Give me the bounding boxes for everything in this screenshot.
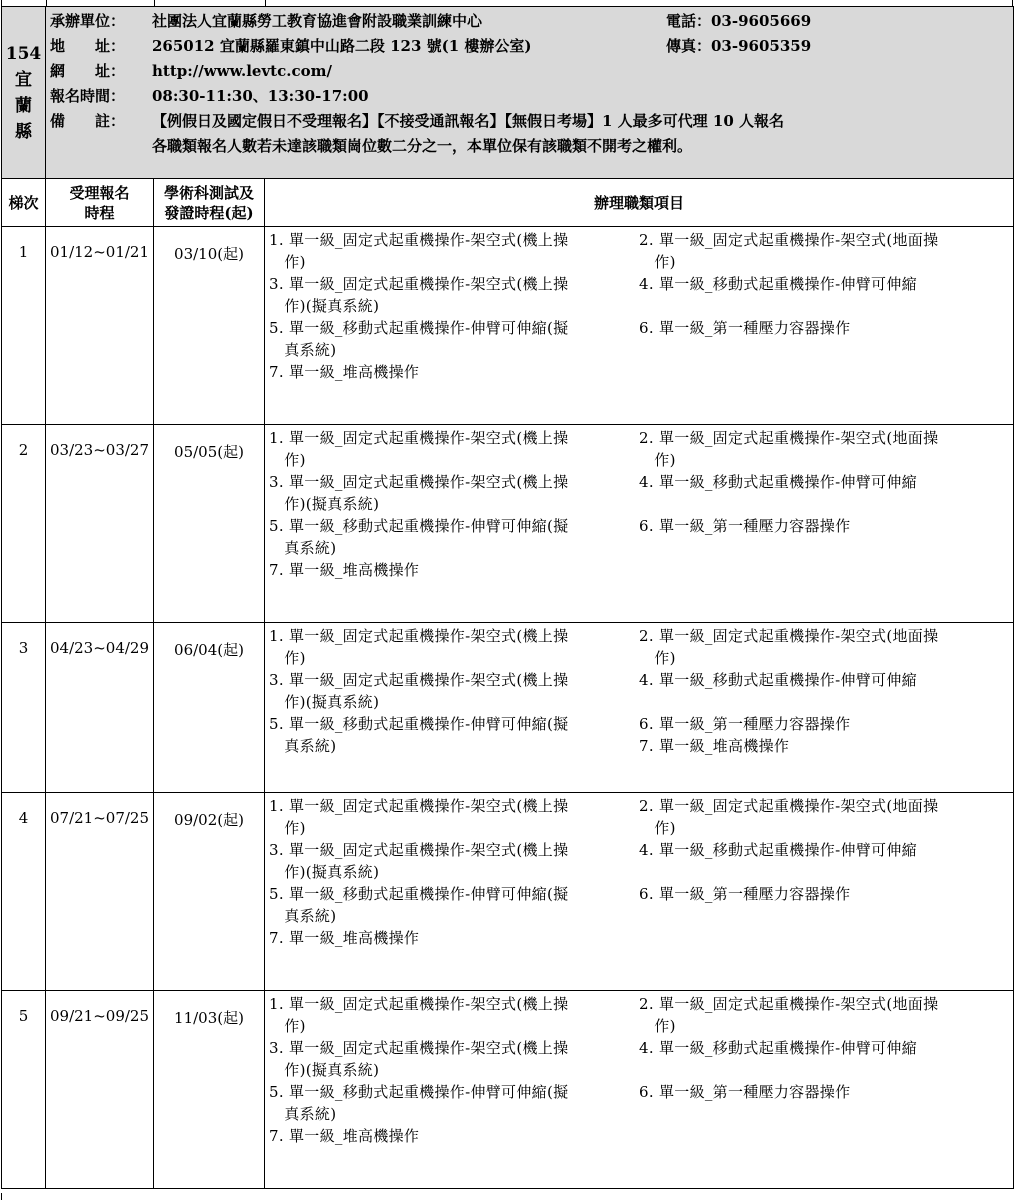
job-item-line: 4. 單一級_移動式起重機操作-伸臂可伸縮 <box>639 275 917 293</box>
fax-number: 傳真：03-9605359 <box>666 37 812 55</box>
table-row <box>2 991 1014 1189</box>
job-item <box>269 1081 639 1125</box>
header-registration <box>46 179 154 227</box>
job-item-line: 1. 單一級_固定式起重機操作-架空式(機上操 <box>269 627 569 645</box>
note-line-2: 各職類報名人數若未達該職類崗位數二分之一，本單位保有該職類不開考之權利。 <box>152 137 693 155</box>
job-item <box>639 471 1009 515</box>
center-info-cell <box>46 7 1014 179</box>
test-date: 03/10(起) <box>154 227 265 425</box>
county-char-3: 縣 <box>15 121 32 142</box>
table-row <box>2 793 1014 991</box>
job-item-line: 5. 單一級_移動式起重機操作-伸臂可伸縮(擬 <box>269 319 569 337</box>
registration-period: 04/23~04/29 <box>46 623 154 793</box>
header-test <box>154 179 265 227</box>
job-item <box>269 795 639 839</box>
job-item <box>639 1037 1009 1081</box>
center-info-row <box>2 7 1014 179</box>
job-item <box>639 993 1009 1037</box>
job-item <box>639 1081 1009 1125</box>
round-number: 3 <box>2 623 46 793</box>
test-date: 06/04(起) <box>154 623 265 793</box>
job-item <box>269 713 639 757</box>
address-value: 265012 宜蘭縣羅東鎮中山路二段 123 號(1 樓辦公室) <box>152 37 532 55</box>
job-item-line: 真系統) <box>269 539 337 557</box>
phone-number: 電話：03-9605669 <box>666 12 812 30</box>
job-item <box>269 993 639 1037</box>
job-item-line: 6. 單一級_第一種壓力容器操作 <box>639 517 851 535</box>
hours-label: 報名時間： <box>50 87 126 105</box>
job-item-line: 5. 單一級_移動式起重機操作-伸臂可伸縮(擬 <box>269 1083 569 1101</box>
table-row <box>2 623 1014 793</box>
job-item <box>269 883 639 927</box>
header-test-line-2: 發證時程(起) <box>164 203 254 222</box>
job-items-cell <box>265 991 1014 1189</box>
job-item-line: 作) <box>639 649 676 667</box>
job-items-cell <box>265 623 1014 793</box>
job-item <box>269 839 639 883</box>
job-item-line: 3. 單一級_固定式起重機操作-架空式(機上操 <box>269 671 569 689</box>
job-item <box>269 515 639 559</box>
job-item <box>639 839 1009 883</box>
job-item <box>269 669 639 713</box>
job-item-line: 作)(擬真系統) <box>269 863 380 881</box>
job-item <box>639 427 1009 471</box>
job-item-line: 4. 單一級_移動式起重機操作-伸臂可伸縮 <box>639 671 917 689</box>
job-items-cell <box>265 793 1014 991</box>
test-date: 09/02(起) <box>154 793 265 991</box>
county-char-1: 宜 <box>15 69 32 90</box>
job-item <box>269 361 639 383</box>
round-number: 4 <box>2 793 46 991</box>
job-item-line: 5. 單一級_移動式起重機操作-伸臂可伸縮(擬 <box>269 517 569 535</box>
round-number: 1 <box>2 227 46 425</box>
job-item-line: 6. 單一級_第一種壓力容器操作 <box>639 715 851 733</box>
job-item-line: 1. 單一級_固定式起重機操作-架空式(機上操 <box>269 995 569 1013</box>
job-item-line: 1. 單一級_固定式起重機操作-架空式(機上操 <box>269 797 569 815</box>
exam-schedule-table <box>1 6 1014 1189</box>
header-registration-line-2: 時程 <box>84 203 115 222</box>
job-item-line: 5. 單一級_移動式起重機操作-伸臂可伸縮(擬 <box>269 885 569 903</box>
county-char-2: 蘭 <box>15 95 32 116</box>
job-item-line: 作) <box>269 253 306 271</box>
job-items-cell <box>265 227 1014 425</box>
job-item-line: 2. 單一級_固定式起重機操作-架空式(地面操 <box>639 231 939 249</box>
job-item-line: 1. 單一級_固定式起重機操作-架空式(機上操 <box>269 429 569 447</box>
job-item-line: 作) <box>639 1017 676 1035</box>
job-item-line: 4. 單一級_移動式起重機操作-伸臂可伸縮 <box>639 841 917 859</box>
job-item-line: 6. 單一級_第一種壓力容器操作 <box>639 1083 851 1101</box>
job-item <box>269 1125 639 1147</box>
job-item <box>269 427 639 471</box>
job-item-line: 真系統) <box>269 1105 337 1123</box>
job-item-line: 作) <box>639 819 676 837</box>
address-label: 地 址： <box>50 37 126 55</box>
website-link[interactable]: http://www.levtc.com/ <box>152 62 332 80</box>
job-item <box>269 273 639 317</box>
job-item <box>639 625 1009 669</box>
registration-period: 09/21~09/25 <box>46 991 154 1189</box>
job-item-line: 作) <box>639 451 676 469</box>
job-item <box>639 713 1009 757</box>
job-item-line: 3. 單一級_固定式起重機操作-架空式(機上操 <box>269 1039 569 1057</box>
job-item-line: 3. 單一級_固定式起重機操作-架空式(機上操 <box>269 841 569 859</box>
job-item <box>269 317 639 361</box>
job-item-line: 3. 單一級_固定式起重機操作-架空式(機上操 <box>269 473 569 491</box>
job-item <box>269 1037 639 1081</box>
job-item-line: 2. 單一級_固定式起重機操作-架空式(地面操 <box>639 995 939 1013</box>
job-item-line: 作) <box>269 819 306 837</box>
job-item-line: 2. 單一級_固定式起重機操作-架空式(地面操 <box>639 429 939 447</box>
note-label: 備 註： <box>50 112 126 130</box>
job-item <box>639 795 1009 839</box>
header-items: 辦理職類項目 <box>265 179 1014 227</box>
organizer-name: 社團法人宜蘭縣勞工教育協進會附設職業訓練中心 <box>152 12 483 30</box>
job-item <box>639 229 1009 273</box>
note-line-1: 【例假日及國定假日不受理報名】【不接受通訊報名】【無假日考場】1 人最多可代理 10 人報名 <box>152 112 784 130</box>
table-row <box>2 425 1014 623</box>
county-number: 154 <box>5 43 42 64</box>
job-item-line: 1. 單一級_固定式起重機操作-架空式(機上操 <box>269 231 569 249</box>
job-item-line: 真系統) <box>269 907 337 925</box>
job-item <box>269 471 639 515</box>
header-registration-line-1: 受理報名 <box>69 183 130 202</box>
hours-value: 08:30-11:30、13:30-17:00 <box>152 87 369 105</box>
registration-period: 07/21~07/25 <box>46 793 154 991</box>
organizer-label: 承辦單位： <box>50 12 126 30</box>
job-item-line: 作) <box>269 649 306 667</box>
job-item-line: 作)(擬真系統) <box>269 693 380 711</box>
job-item-line: 作)(擬真系統) <box>269 495 380 513</box>
job-item <box>639 273 1009 317</box>
job-item-line: 3. 單一級_固定式起重機操作-架空式(機上操 <box>269 275 569 293</box>
test-date: 05/05(起) <box>154 425 265 623</box>
table-header-row <box>2 179 1014 227</box>
job-item-line: 2. 單一級_固定式起重機操作-架空式(地面操 <box>639 627 939 645</box>
job-item-line: 作)(擬真系統) <box>269 297 380 315</box>
website-label: 網 址： <box>50 62 126 80</box>
job-item-line: 真系統) <box>269 737 337 755</box>
job-item-line: 作) <box>269 1017 306 1035</box>
job-item-line: 6. 單一級_第一種壓力容器操作 <box>639 319 851 337</box>
table-row <box>2 227 1014 425</box>
job-item <box>639 317 1009 361</box>
county-cell <box>2 7 46 179</box>
job-item <box>269 229 639 273</box>
job-item-line: 6. 單一級_第一種壓力容器操作 <box>639 885 851 903</box>
registration-period: 01/12~01/21 <box>46 227 154 425</box>
test-date: 11/03(起) <box>154 991 265 1189</box>
job-item-line: 真系統) <box>269 341 337 359</box>
job-item-line: 7. 單一級_堆高機操作 <box>269 1127 420 1145</box>
round-number: 5 <box>2 991 46 1189</box>
job-item-line: 4. 單一級_移動式起重機操作-伸臂可伸縮 <box>639 473 917 491</box>
job-item <box>269 927 639 949</box>
header-test-line-1: 學術科測試及 <box>163 183 254 202</box>
header-round: 梯次 <box>2 179 46 227</box>
job-item-line: 7. 單一級_堆高機操作 <box>269 363 420 381</box>
job-item <box>639 669 1009 713</box>
job-item <box>639 883 1009 927</box>
job-item-line: 作) <box>639 253 676 271</box>
job-item <box>269 625 639 669</box>
job-item-line: 5. 單一級_移動式起重機操作-伸臂可伸縮(擬 <box>269 715 569 733</box>
job-item-line: 作) <box>269 451 306 469</box>
job-item-line: 7. 單一級_堆高機操作 <box>639 737 790 755</box>
job-items-cell <box>265 425 1014 623</box>
job-item <box>639 515 1009 559</box>
job-item <box>269 559 639 581</box>
next-table-edge <box>1 1193 1013 1200</box>
registration-period: 03/23~03/27 <box>46 425 154 623</box>
job-item-line: 7. 單一級_堆高機操作 <box>269 929 420 947</box>
job-item-line: 4. 單一級_移動式起重機操作-伸臂可伸縮 <box>639 1039 917 1057</box>
job-item-line: 7. 單一級_堆高機操作 <box>269 561 420 579</box>
job-item-line: 作)(擬真系統) <box>269 1061 380 1079</box>
job-item-line: 2. 單一級_固定式起重機操作-架空式(地面操 <box>639 797 939 815</box>
round-number: 2 <box>2 425 46 623</box>
